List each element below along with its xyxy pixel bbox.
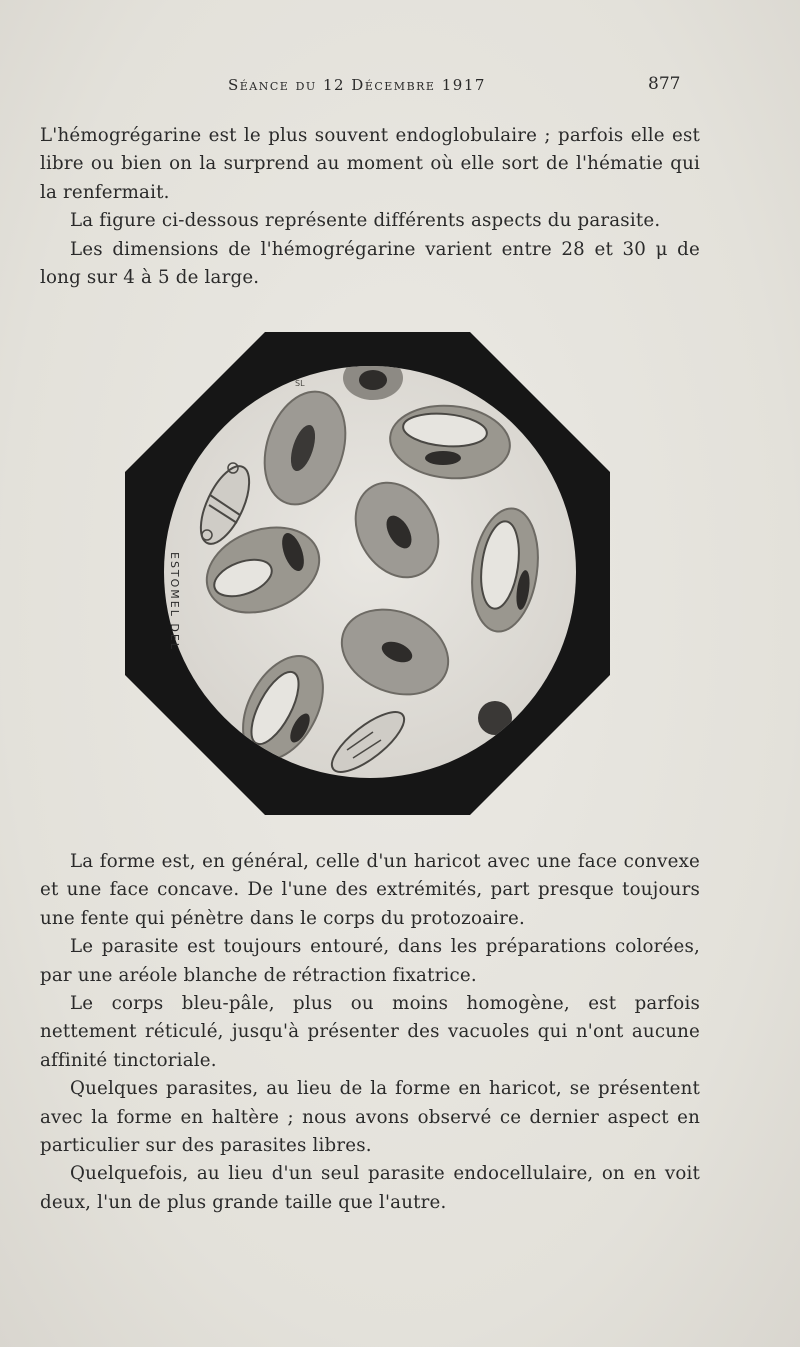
paragraph: Quelques parasites, au lieu de la forme en haricot, se présentent avec la forme en haltère ; nous avons observé ce dernier aspect en particulier sur des parasites libres. (40, 1078, 700, 1157)
paragraph: L'hémogrégarine est le plus souvent endoglobulaire ; parfois elle est libre ou bien on la surprend au moment où elle sort de l'hématie qui la renfermait. (40, 125, 700, 203)
paragraph: Quelquefois, au lieu d'un seul parasite endocellulaire, on en voit deux, l'un de plus grande taille que l'autre. (40, 1163, 700, 1213)
paragraph: La figure ci-dessous représente différents aspects du parasite. (70, 210, 661, 232)
artist-signature: ESTOMEL DEL (168, 552, 181, 651)
text-block-bottom (40, 848, 700, 1217)
corner-mark: SL (295, 379, 305, 388)
paragraph: La forme est, en général, celle d'un haricot avec une face convexe et une face concave. De l'une des extrémités, part presque toujours une fente qui pénètre dans le corps du protozoaire. (40, 851, 700, 929)
microscope-illustration (125, 330, 610, 815)
microscope-figure (125, 330, 610, 815)
paragraph: Les dimensions de l'hémogrégarine varient entre 28 et 30 μ de long sur 4 à 5 de large. (40, 238, 700, 289)
running-title: Séance du 12 Décembre 1917 (228, 76, 486, 94)
running-head (0, 76, 800, 100)
paragraph: Le parasite est toujours entouré, dans les préparations colorées, par une aréole blanche de rétraction fixatrice. (40, 936, 700, 986)
text-block-top (40, 122, 700, 292)
paragraph: Le corps bleu-pâle, plus ou moins homogène, est parfois nettement réticulé, jusqu'à présenter des vacuoles qui n'ont aucune affinité tinctoriale. (40, 993, 700, 1071)
page-number: 877 (648, 74, 681, 94)
